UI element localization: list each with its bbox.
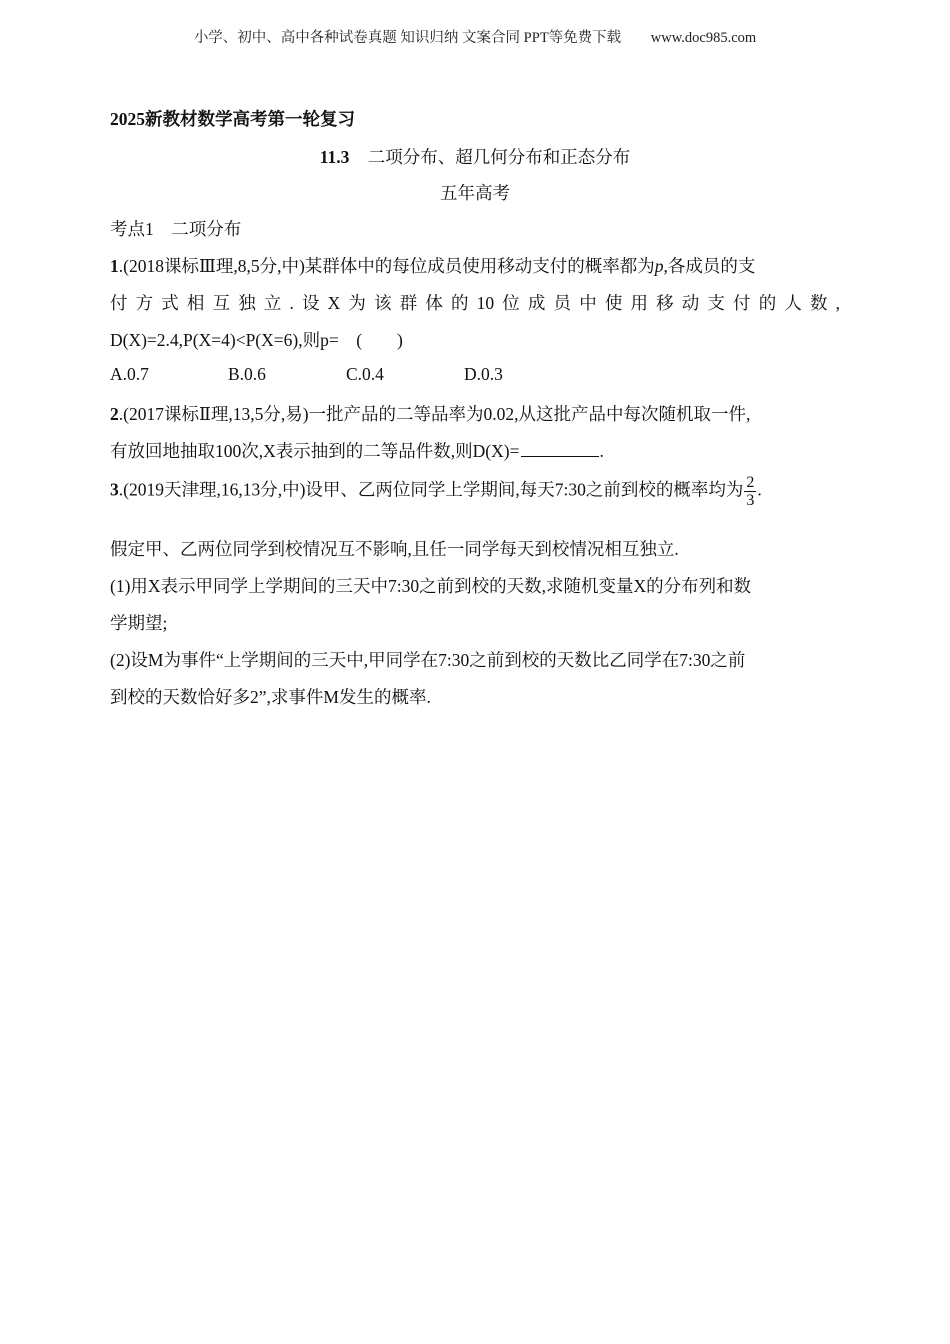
- topic-heading: 考点1 二项分布: [110, 219, 242, 239]
- section-title: 二项分布、超几何分布和正态分布: [367, 147, 631, 167]
- q1-line1: [110, 253, 840, 278]
- q2-line1-text: .(2017课标Ⅱ理,13,5分,易)一批产品的二等品率为0.02,从这批产品中每次随机取一件,: [118, 404, 751, 424]
- q3-number: 3: [110, 479, 119, 500]
- q3-frac-denominator: 3: [746, 492, 755, 509]
- q3-fraction: [744, 474, 756, 509]
- q2-number: 2: [110, 404, 119, 424]
- q3-part1-line2: 学期望;: [110, 613, 168, 633]
- q2-line1: [110, 401, 840, 426]
- q2-line2-text: 有放回地抽取100次,X表示抽到的二等品件数,则D(X)=: [110, 441, 520, 461]
- q1-source: .(2018课标Ⅲ理,8,5分,中)某群体中的每位成员使用移动支付的概率都为: [118, 256, 655, 276]
- q2-answer-blank: [521, 455, 599, 457]
- q3-line2: 假定甲、乙两位同学到校情况互不影响,且任一同学每天到校情况相互独立.: [110, 539, 679, 559]
- q3-part2-line2: 到校的天数恰好多2”,求事件M发生的概率.: [110, 687, 431, 707]
- q3-line1: [110, 474, 840, 509]
- series-title: 2025新教材数学高考第一轮复习: [110, 109, 355, 129]
- q1-number: 1: [110, 256, 119, 276]
- subtitle: 五年高考: [440, 183, 510, 203]
- q3-frac-tail: .: [757, 479, 762, 500]
- page-header: [0, 26, 950, 47]
- q1-var-p: p: [654, 256, 664, 276]
- q3-part2-line1: (2)设M为事件“上学期间的三天中,甲同学在7:30之前到校的天数比乙同学在7:30之前: [110, 650, 746, 670]
- section-heading: [0, 144, 950, 169]
- q1-line3: D(X)=2.4,P(X=4)<P(X=6),则p= ( ): [110, 330, 403, 350]
- q2-tail: .: [599, 441, 604, 461]
- q3-line1-text: .(2019天津理,16,13分,中)设甲、乙两位同学上学期间,每天7:30之前到校的概率均为: [118, 479, 744, 500]
- section-number: 11.3: [319, 147, 350, 167]
- header-text: 小学、初中、高中各种试卷真题 知识归纳 文案合同 PPT等免费下载: [193, 30, 622, 46]
- q1-option-c: C.0.4: [346, 364, 384, 384]
- q1-option-b: B.0.6: [228, 364, 266, 384]
- q1-option-a: A.0.7: [110, 364, 149, 384]
- q3-part1-line1: (1)用X表示甲同学上学期间的三天中7:30之前到校的天数,求随机变量X的分布列和数: [110, 576, 752, 596]
- q2-line2: [110, 438, 840, 463]
- header-url[interactable]: www.doc985.com: [650, 30, 757, 46]
- q1-line1-tail: ,各成员的支: [663, 256, 756, 276]
- q1-option-d: D.0.3: [464, 364, 503, 384]
- q1-line2: 付方式相互独立.设X为该群体的10位成员中使用移动支付的人数,: [110, 293, 840, 313]
- q1-options: [110, 364, 840, 385]
- q3-frac-numerator: 2: [746, 474, 755, 491]
